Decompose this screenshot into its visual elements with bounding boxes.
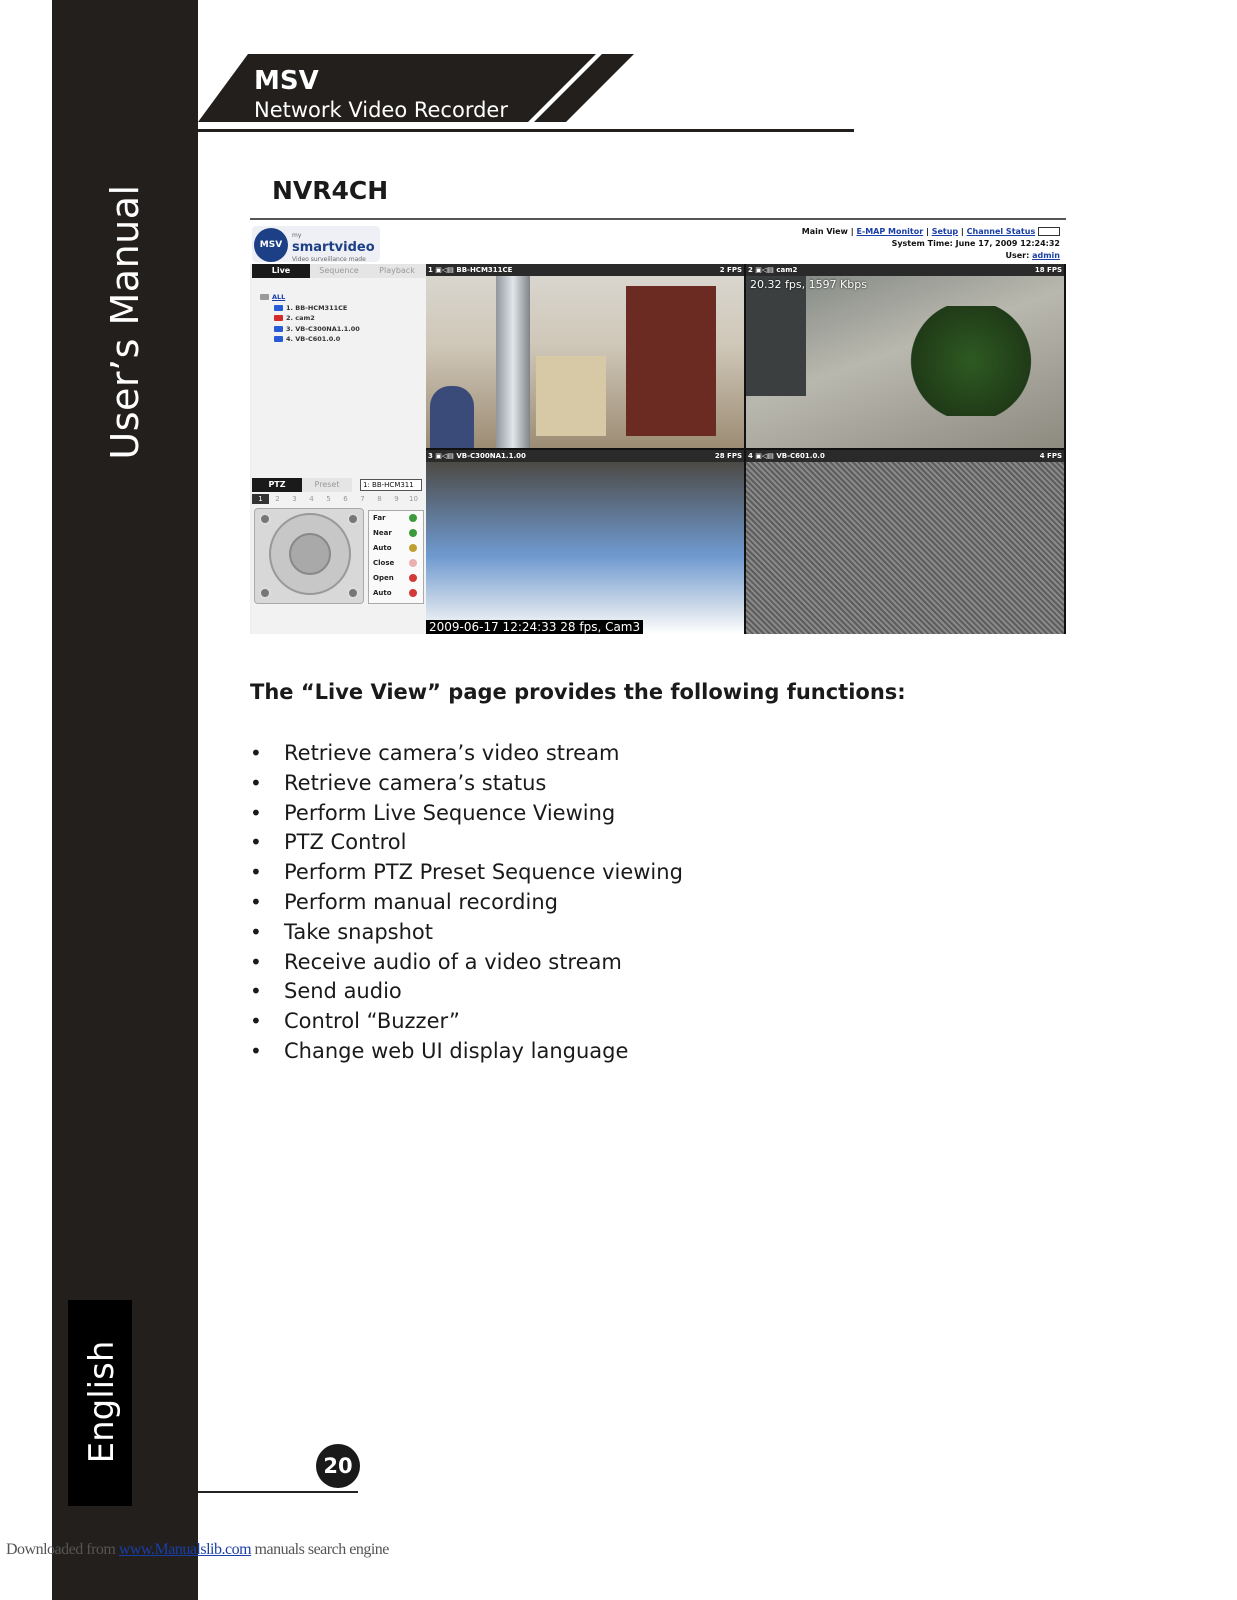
video-feed-sky <box>426 462 744 634</box>
tile-fps: 18 FPS <box>1034 266 1062 274</box>
tile-overlay-text: 2009-06-17 12:24:33 28 fps, Cam3 <box>426 620 643 634</box>
tab-ptz[interactable]: PTZ <box>252 478 302 492</box>
header-banner <box>198 52 858 136</box>
list-item: • Perform manual recording <box>250 887 683 917</box>
preset-number[interactable]: 9 <box>394 495 399 503</box>
tile-header: 4 ▣◁▤ VB-C601.0.0 4 FPS <box>748 452 1062 460</box>
tile-overlay-text: 20.32 fps, 1597 Kbps <box>750 278 867 291</box>
preset-number[interactable]: 6 <box>343 495 348 503</box>
camera-tile[interactable] <box>746 450 1064 634</box>
tile-fps: 2 FPS <box>719 266 742 274</box>
preset-number[interactable]: 2 <box>275 495 280 503</box>
section-heading: The “Live View” page provides the following functions: <box>250 680 906 704</box>
list-item: • Take snapshot <box>250 917 683 947</box>
pillar-shape <box>496 276 530 448</box>
nav-main-view[interactable]: Main View <box>801 227 848 236</box>
preset-number[interactable]: 8 <box>377 495 382 503</box>
logo-line2: smartvideo <box>292 240 375 255</box>
tile-header: 1 ▣◁▤ BB-HCM311CE 2 FPS <box>428 266 742 274</box>
camera-icon <box>274 305 283 311</box>
user-label: User: <box>1005 251 1030 260</box>
tree-item[interactable] <box>260 313 360 324</box>
page-rule <box>198 1491 358 1493</box>
logo-tagline: Video surveillance made <box>292 256 366 263</box>
camera-tile[interactable] <box>746 264 1064 448</box>
tile-camera-name: cam2 <box>776 266 798 274</box>
pad-corner-button[interactable] <box>347 587 359 599</box>
ptz-control-label: Close <box>373 559 395 567</box>
user-link[interactable]: admin <box>1032 251 1060 260</box>
ptz-camera-select[interactable]: 1: BB-HCM311 <box>360 479 422 491</box>
list-item: • Send audio <box>250 976 683 1006</box>
iris-icon[interactable] <box>409 589 417 597</box>
tile-camera-name: VB-C300NA1.1.00 <box>456 452 526 460</box>
tile-header: 2 ▣◁▤ cam2 18 FPS <box>748 266 1062 274</box>
camera-tile[interactable] <box>426 264 744 448</box>
footer <box>6 1541 389 1559</box>
page-number: 20 <box>316 1444 360 1488</box>
view-tabs <box>252 264 426 278</box>
plus-minus-icon[interactable] <box>409 529 417 537</box>
camera-icon <box>274 315 283 321</box>
camera-grid <box>426 264 1066 634</box>
tree-item-label: 2. cam2 <box>286 314 315 322</box>
tree-item[interactable] <box>260 303 360 314</box>
iris-icon[interactable] <box>409 559 417 567</box>
door-shape <box>626 286 716 436</box>
logo-line1: my <box>292 232 302 239</box>
pad-corner-button[interactable] <box>347 513 359 525</box>
system-time: System Time: June 17, 2009 12:24:32 <box>891 239 1060 248</box>
preset-number[interactable]: 7 <box>360 495 365 503</box>
ptz-control-label: Auto <box>373 589 392 597</box>
ptz-control-auto-focus[interactable] <box>373 541 423 556</box>
preset-numbers <box>252 494 426 504</box>
nav-channel-status[interactable]: Channel Status <box>966 227 1036 236</box>
model-title: NVR4CH <box>272 176 389 205</box>
ptz-panel <box>252 478 426 634</box>
door-frame-shape <box>746 276 806 396</box>
video-feed-fabric <box>746 462 1064 634</box>
tile-camera-name: VB-C601.0.0 <box>776 452 825 460</box>
boxes-shape <box>536 356 606 436</box>
tree-root-label[interactable]: ALL <box>272 293 286 301</box>
tree-item-label: 3. VB-C300NA1.1.00 <box>286 324 360 333</box>
tree-root[interactable] <box>260 292 360 303</box>
camera-tree <box>260 292 360 345</box>
brand-name: MSV <box>254 66 319 96</box>
auto-icon[interactable] <box>409 544 417 552</box>
list-item: • Change web UI display language <box>250 1036 683 1066</box>
footer-prefix: Downloaded from <box>6 1541 116 1558</box>
list-item: • Perform PTZ Preset Sequence viewing <box>250 857 683 887</box>
person-shape <box>430 386 474 448</box>
language-label: English <box>82 1340 122 1464</box>
pad-ring[interactable] <box>269 513 351 595</box>
function-list <box>250 738 683 1066</box>
smartvideo-logo <box>252 226 380 262</box>
footer-suffix: manuals search engine <box>254 1541 389 1558</box>
camera-icon <box>274 326 283 332</box>
tree-item[interactable] <box>260 324 360 335</box>
preset-number[interactable]: 1 <box>252 494 269 504</box>
language-tab <box>68 1300 132 1506</box>
preset-number[interactable]: 10 <box>409 495 418 503</box>
left-panel <box>252 264 426 634</box>
nav-emap-monitor[interactable]: E-MAP Monitor <box>856 227 924 236</box>
tile-number: 4 <box>748 452 753 460</box>
ptz-control-label: Auto <box>373 544 392 552</box>
ptz-control-near[interactable] <box>373 526 423 541</box>
list-item: • PTZ Control <box>250 827 683 857</box>
tile-fps: 28 FPS <box>714 452 742 460</box>
ptz-control-label: Open <box>373 574 394 582</box>
brand-subtitle: Network Video Recorder <box>254 98 508 122</box>
tile-fps: 4 FPS <box>1039 452 1062 460</box>
tree-item-label: 1. BB-HCM311CE <box>286 303 348 312</box>
tab-preset[interactable]: Preset <box>302 478 352 492</box>
tree-item-label: 4. VB-C601.0.0 <box>286 335 341 343</box>
iris-icon[interactable] <box>409 574 417 582</box>
tile-number: 2 <box>748 266 753 274</box>
plant-shape <box>906 306 1036 416</box>
folder-icon <box>260 294 269 300</box>
ptz-control-close[interactable] <box>373 556 423 571</box>
tab-sequence[interactable]: Sequence <box>310 264 368 278</box>
camera-icon <box>274 336 283 342</box>
nav-setup[interactable]: Setup <box>931 227 959 236</box>
app-header <box>250 220 1066 264</box>
list-item: • Receive audio of a video stream <box>250 947 683 977</box>
manual-title: User’s Manual <box>103 184 147 460</box>
msv-badge: MSV <box>254 228 288 262</box>
list-item: • Control “Buzzer” <box>250 1006 683 1036</box>
zoom-focus-iris-controls <box>368 510 424 604</box>
tile-camera-name: BB-HCM311CE <box>456 266 513 274</box>
save-fullscreen-icon[interactable] <box>1038 227 1060 236</box>
list-item: • Perform Live Sequence Viewing <box>250 798 683 828</box>
preset-number[interactable]: 3 <box>292 495 297 503</box>
preset-number[interactable]: 4 <box>309 495 314 503</box>
camera-tile[interactable] <box>426 450 744 634</box>
plus-minus-icon[interactable] <box>409 514 417 522</box>
list-item: • Retrieve camera’s video stream <box>250 738 683 768</box>
ptz-control-label: Far <box>373 514 386 522</box>
tab-playback[interactable]: Playback <box>368 264 426 278</box>
live-view-screenshot <box>250 218 1066 634</box>
video-feed-plant <box>746 276 1064 448</box>
preset-number[interactable]: 5 <box>326 495 331 503</box>
ptz-control-far[interactable] <box>373 511 423 526</box>
list-item: • Retrieve camera’s status <box>250 768 683 798</box>
tree-item[interactable] <box>260 334 360 345</box>
tab-live[interactable]: Live <box>252 264 310 278</box>
pad-corner-button[interactable] <box>259 587 271 599</box>
video-feed-office <box>426 276 744 448</box>
tile-number: 1 <box>428 266 433 274</box>
tile-number: 3 <box>428 452 433 460</box>
ptz-control-open[interactable] <box>373 571 423 586</box>
home-icon[interactable] <box>289 533 331 575</box>
ptz-direction-pad[interactable] <box>254 508 364 604</box>
footer-link[interactable]: www.Manualslib.com <box>118 1541 252 1558</box>
ptz-control-auto-iris[interactable] <box>373 586 423 601</box>
pad-corner-button[interactable] <box>259 513 271 525</box>
ptz-control-label: Near <box>373 529 392 537</box>
ptz-tabs <box>252 478 426 492</box>
tile-header: 3 ▣◁▤ VB-C300NA1.1.00 28 FPS <box>428 452 742 460</box>
top-nav: Main View | E-MAP Monitor | Setup | Channel Status System Time: June 17, 2009 12:24:32 User: admin <box>801 227 1060 260</box>
